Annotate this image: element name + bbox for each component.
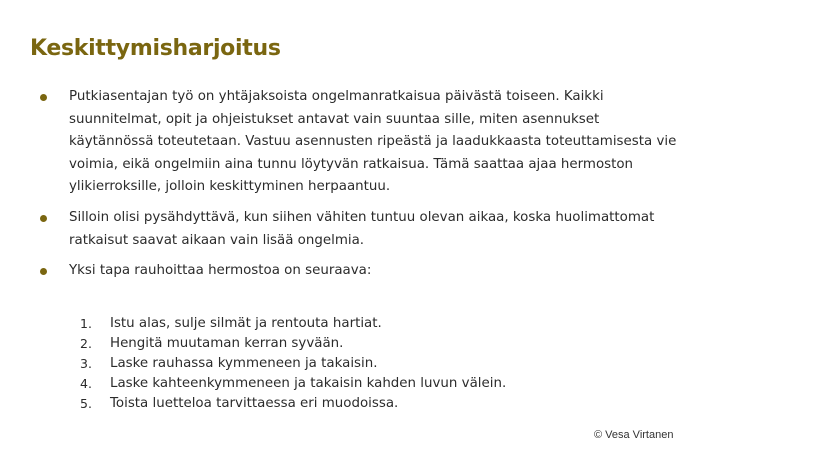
step-number: 2. (80, 336, 92, 351)
bullet-text: Putkiasentajan työ on yhtäjaksoista ongelmanratkaisua päivästä toiseen. Kaikki suunnitelmat, opit ja ohjeistukset antavat vain suuntaa sille, miten asennukset käytännössä toteutetaan. Vastuu asennusten ripeästä ja laadukkaasta toteuttamisesta vie voimia, eikä ongelmiin aina tunnu löytyvän ratkaisua. Tämä saattaa ajaa hermoston ylikierroksille, jolloin keskittyminen herpaantuu. (69, 89, 677, 195)
bullet-text: Silloin olisi pysähdyttävä, kun siihen vähiten tuntuu olevan aikaa, koska huolimattomat ratkaisut saavat aikaan vain lisää ongelmia. (69, 209, 655, 248)
step-text: Laske rauhassa kymmeneen ja takaisin. (110, 356, 378, 371)
bullet-text: Yksi tapa rauhoittaa hermostoa on seuraava: (69, 263, 372, 279)
step-text: Hengitä muutaman kerran syvään. (110, 336, 344, 351)
bullet-item (38, 260, 678, 283)
step-text: Laske kahteenkymmeneen ja takaisin kahden luvun välein. (110, 376, 507, 391)
step-item (76, 314, 506, 334)
step-number: 5. (80, 396, 92, 411)
step-number: 1. (80, 316, 92, 331)
step-number: 3. (80, 356, 92, 371)
slide-title: Keskittymisharjoitus (30, 36, 281, 61)
step-number: 4. (80, 376, 92, 391)
step-item (76, 354, 506, 374)
copyright-notice: © Vesa Virtanen (594, 429, 674, 441)
step-item (76, 394, 506, 414)
bullet-list (38, 86, 678, 291)
step-text: Toista luetteloa tarvittaessa eri muodoissa. (110, 396, 399, 411)
bullet-item (38, 207, 678, 252)
step-text: Istu alas, sulje silmät ja rentouta hartiat. (110, 316, 382, 331)
bullet-dot-icon (40, 94, 47, 101)
bullet-dot-icon (40, 268, 47, 275)
step-item (76, 334, 506, 354)
step-item (76, 374, 506, 394)
bullet-dot-icon (40, 215, 47, 222)
numbered-steps (76, 314, 506, 414)
bullet-item (38, 86, 678, 199)
